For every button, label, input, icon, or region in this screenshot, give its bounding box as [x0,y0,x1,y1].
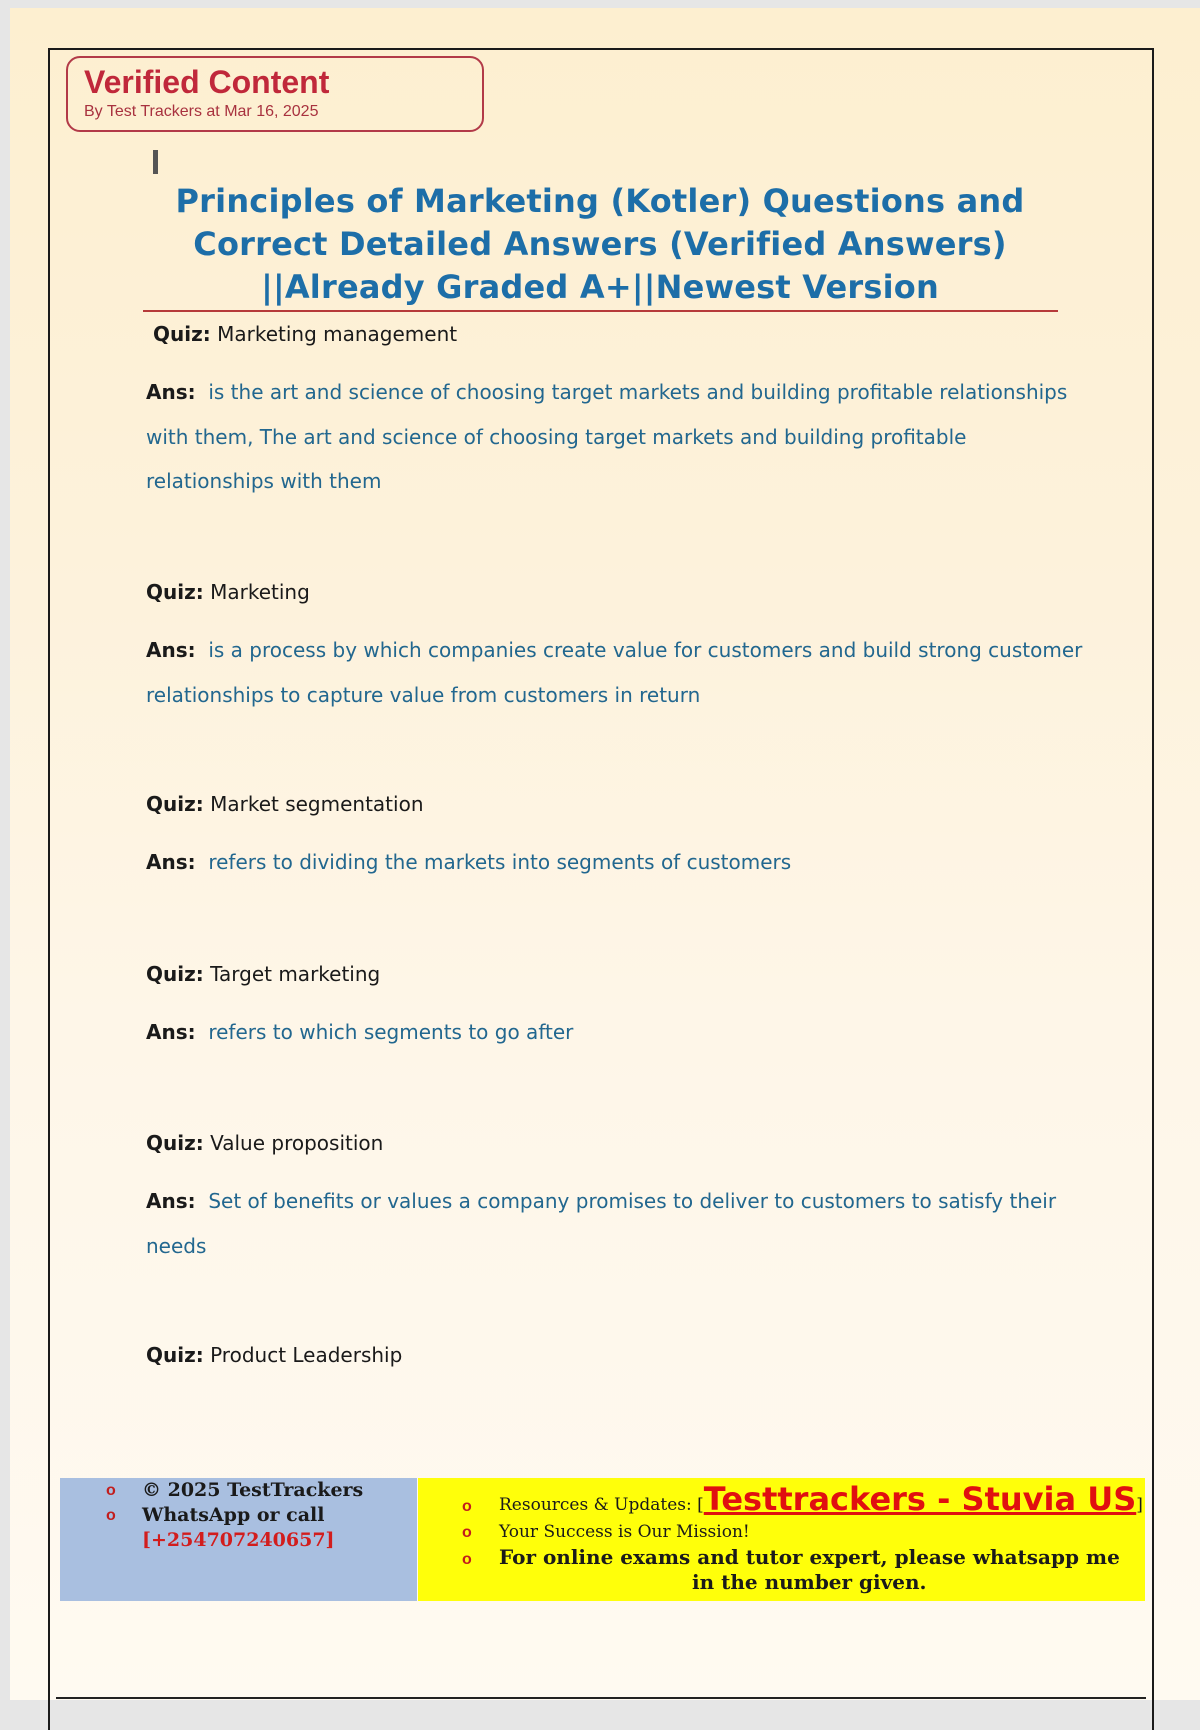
quiz-label: Quiz: [146,792,204,816]
title-divider [143,310,1058,312]
answer-continuation: relationships with them [146,469,382,493]
footer-cta-line-2: in the number given. [692,1570,927,1594]
title-line-3: ||Already Graded A+||Newest Version [261,268,939,306]
verified-stamp [66,56,484,132]
quiz-text: Value proposition [210,1131,384,1155]
answer-line [146,1020,573,1044]
stamp-title: Verified Content [84,64,330,100]
footer-promo-panel [418,1478,1145,1601]
quiz-line [146,580,310,604]
answer-line [146,638,1082,662]
quiz-label: Quiz: [146,1131,204,1155]
answer-text: refers to dividing the markets into segments of customers [208,850,792,874]
quiz-line [146,962,380,986]
footer-contact: WhatsApp or call [142,1504,325,1526]
answer-label: Ans: [146,850,196,874]
title-line-2: Correct Detailed Answers (Verified Answers) [193,225,1007,263]
answer-text: Set of benefits or values a company promises to deliver to customers to satisfy their [208,1189,1057,1213]
footer-phone[interactable]: [+254707240657] [142,1529,335,1551]
resources-close: ] [1136,1495,1143,1515]
footer-contact-panel [60,1478,417,1601]
answer-continuation: with them, The art and science of choosing target markets and building profitable [146,425,967,449]
footer-copyright: © 2025 TestTrackers [142,1479,364,1501]
quiz-label: Quiz: [146,580,204,604]
quiz-label: Quiz: [153,322,211,346]
quiz-text: Target marketing [210,962,381,986]
answer-text: refers to which segments to go after [208,1020,574,1044]
bullet-icon: o [462,1551,472,1568]
answer-label: Ans: [146,638,196,662]
bullet-icon: o [106,1507,116,1524]
bullet-icon: o [462,1524,472,1541]
answer-label: Ans: [146,380,196,404]
answer-line [146,380,1067,404]
quiz-label: Quiz: [146,1343,204,1367]
answer-text: is a process by which companies create value for customers and build strong customer [208,638,1083,662]
answer-continuation: relationships to capture value from customers in return [146,683,701,707]
quiz-text: Marketing management [217,322,458,346]
resources-label: Resources & Updates: [ [499,1495,704,1515]
quiz-label: Quiz: [146,962,204,986]
title-line-1: Principles of Marketing (Kotler) Questions and [175,182,1025,220]
page-bottom-border [56,1697,1146,1699]
answer-continuation: needs [146,1234,207,1258]
answer-label: Ans: [146,1189,196,1213]
quiz-text: Market segmentation [210,792,424,816]
quiz-line [146,792,424,816]
answer-label: Ans: [146,1020,196,1044]
answer-text: is the art and science of choosing target markets and building profitable relationships [208,380,1068,404]
quiz-line [146,1343,402,1367]
document-title [145,180,1055,309]
quiz-line [153,322,457,346]
text-cursor [153,150,158,174]
footer-mission: Your Success is Our Mission! [499,1522,750,1542]
quiz-text: Product Leadership [210,1343,403,1367]
footer-resources [499,1480,1143,1518]
stamp-subtitle: By Test Trackers at Mar 16, 2025 [84,103,319,120]
quiz-line [146,1131,383,1155]
bullet-icon: o [462,1498,472,1515]
bullet-icon: o [106,1482,116,1499]
answer-line [146,850,791,874]
answer-line [146,1189,1056,1213]
footer-cta-line-1: For online exams and tutor expert, please whatsapp me [499,1545,1120,1569]
stuvia-link[interactable]: Testtrackers - Stuvia US [703,1480,1137,1518]
quiz-text: Marketing [210,580,310,604]
